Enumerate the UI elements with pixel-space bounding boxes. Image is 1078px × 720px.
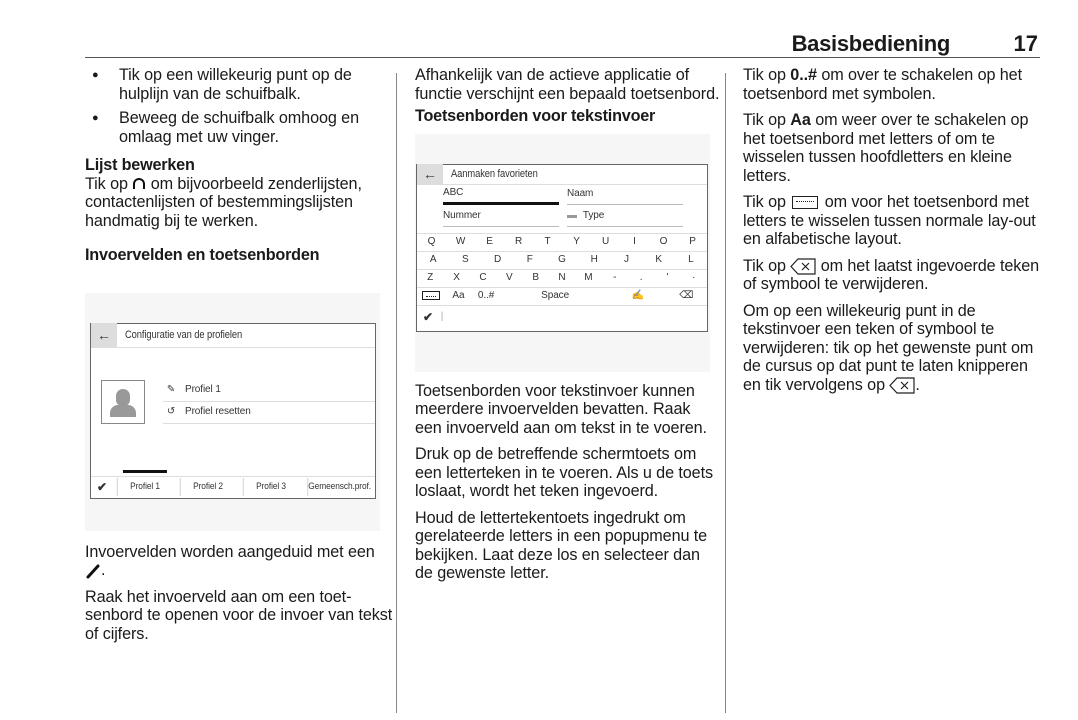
key[interactable]: J xyxy=(623,253,629,265)
handwriting-key[interactable] xyxy=(610,287,665,306)
naam-field[interactable]: Naam xyxy=(567,185,683,205)
symbols-paragraph: Tik op 0..# om over te schakelen op het toetsenbord met symbolen. xyxy=(743,66,1022,103)
heading-invoervelden: Invoervelden en toetsenborden xyxy=(85,246,320,264)
key[interactable]: C xyxy=(479,271,487,283)
screen-title: Configuratie van de profielen xyxy=(125,328,243,341)
screen-title: Aanmaken favorieten xyxy=(451,167,538,180)
layout-paragraph: Tik op om voor het toetsenbord met letters te wisselen tussen normale lay-out en alfabetische layout. xyxy=(743,193,1036,248)
keyboard-row-4 xyxy=(417,287,707,305)
backspace-icon: ⌫ xyxy=(679,289,694,301)
check-icon[interactable]: ✔ xyxy=(423,309,433,324)
confirm-row xyxy=(417,305,707,329)
page-number: 17 xyxy=(1013,31,1038,56)
key[interactable]: · xyxy=(692,271,696,283)
key[interactable]: H xyxy=(590,253,598,265)
page-header xyxy=(85,30,1040,58)
paragraph-3: Houd de lettertekentoets ingedrukt om gerelateerde letters in een popupmenu te bekijken. Laat deze los en selecteer dan de gewenste letter. xyxy=(415,508,708,582)
back-arrow-icon[interactable]: ← xyxy=(91,323,117,347)
keyboard-row-2 xyxy=(417,251,707,269)
key[interactable]: O xyxy=(659,235,668,247)
backspace-paragraph: Tik op om het laatst ingevoerde teken of symbool te verwijderen. xyxy=(743,256,1040,293)
keyboard-row-1 xyxy=(417,233,707,251)
paragraph-1: Toetsenborden voor tekstinvoer kunnen meerdere invoervelden bevatten. Raak een invoerveld aan om tekst in te voeren. xyxy=(415,381,707,437)
intro-paragraph: Afhankelijk van de actieve applicatie of functie verschijnt een bepaald toetsenbord. xyxy=(415,66,720,103)
pencil-icon xyxy=(85,563,101,579)
key[interactable]: M xyxy=(584,271,593,283)
key[interactable]: . xyxy=(639,271,643,283)
key[interactable]: A xyxy=(429,253,437,265)
list-edit-paragraph: Tik op om bijvoorbeeld zenderlijsten, contactenlijsten of bestemmingslijsten handmatig bij te werken. xyxy=(85,174,362,230)
key[interactable]: G xyxy=(558,253,566,265)
tab-profiel-3[interactable]: Profiel 3 xyxy=(243,478,299,497)
key[interactable]: P xyxy=(689,235,696,247)
column-2 xyxy=(415,66,720,591)
keyboard-icon xyxy=(422,291,440,300)
profile-screen xyxy=(90,323,376,499)
heading-lijst-bewerken: Lijst bewerken xyxy=(85,156,195,174)
case-paragraph: Tik op Aa om weer over te schakelen op het toetsenbord met letters of om te wisselen tussen hoofdletters en kleine letters. xyxy=(743,111,1029,185)
key[interactable]: Y xyxy=(573,235,580,247)
key[interactable]: S xyxy=(462,253,469,265)
bullet-item: ● Beweeg de schuifbalk omhoog en omlaag met uw vinger. xyxy=(85,109,395,146)
tab-profiel-2[interactable]: Profiel 2 xyxy=(180,478,236,497)
profile-tabs xyxy=(91,476,375,498)
pencil-icon: ✎ xyxy=(166,383,176,395)
key[interactable]: B xyxy=(532,271,539,283)
column-divider xyxy=(725,73,726,713)
input-fields-paragraph: Invoervelden worden aangeduid met een . xyxy=(85,542,375,579)
tab-profiel-1[interactable]: Profiel 1 xyxy=(117,478,173,497)
profile-name-row[interactable]: ✎ Profiel 1 xyxy=(163,380,375,402)
back-arrow-icon[interactable]: ← xyxy=(417,164,443,184)
type-field[interactable]: ▬ Type xyxy=(567,207,683,227)
column-1 xyxy=(85,66,395,651)
keyboard-icon xyxy=(792,196,818,209)
key[interactable]: N xyxy=(558,271,566,283)
dropdown-icon: ▬ xyxy=(567,209,577,221)
case-key[interactable]: Aa xyxy=(452,289,465,301)
profile-screenshot xyxy=(85,293,380,531)
column-3 xyxy=(743,66,1043,402)
check-icon[interactable]: ✔ xyxy=(97,479,107,494)
key[interactable]: Q xyxy=(427,235,436,247)
keyboard-screen xyxy=(416,164,708,332)
key[interactable]: E xyxy=(486,235,493,247)
heading-toetsenborden: Toetsenborden voor tekstinvoer xyxy=(415,107,656,125)
keyboard-screenshot xyxy=(415,134,710,372)
key[interactable]: - xyxy=(613,271,617,283)
space-key[interactable]: Space xyxy=(541,289,570,301)
abc-field[interactable]: ABC xyxy=(443,185,559,205)
key[interactable]: U xyxy=(601,235,610,247)
layout-toggle-key[interactable] xyxy=(417,287,445,306)
tab-gemeensch-prof[interactable]: Gemeensch.prof. xyxy=(307,478,371,497)
symbols-key-label: 0..# xyxy=(790,66,817,84)
profile-reset-row[interactable]: ↺ Profiel resetten xyxy=(163,402,375,424)
key[interactable]: V xyxy=(505,271,513,283)
avatar[interactable] xyxy=(101,380,145,424)
key[interactable]: R xyxy=(514,235,523,247)
key[interactable]: K xyxy=(655,253,662,265)
backspace-icon xyxy=(790,258,816,275)
key[interactable]: F xyxy=(526,253,533,265)
paragraph-2: Druk op de betreffende schermtoets om een letterteken in te voeren. Als u de toets loslaat, wordt het teken ingevoerd. xyxy=(415,445,713,500)
open-keyboard-paragraph: Raak het invoerveld aan om een toetsenbord te openen voor de invoer van tekst of cijfers. xyxy=(85,587,393,643)
case-key-label: Aa xyxy=(790,111,811,129)
key[interactable]: ' xyxy=(666,271,669,283)
backspace-key[interactable] xyxy=(666,287,707,306)
hand-icon: ✍ xyxy=(631,289,645,301)
key[interactable]: X xyxy=(453,271,460,283)
key[interactable]: D xyxy=(493,253,502,265)
delete-anywhere-paragraph: Om op een willekeurig punt in de tekstinvoer een teken of symbool te verwijderen: tik op het gewenste punt om de cursus op dat punt te laten knipperen en tik vervolgens op . xyxy=(743,301,1034,394)
refresh-arc-icon xyxy=(132,177,146,191)
backspace-icon xyxy=(889,377,915,394)
key[interactable]: W xyxy=(455,235,466,247)
section-title: Basisbediening xyxy=(791,31,950,56)
keyboard-row-3 xyxy=(417,269,707,287)
key[interactable]: L xyxy=(688,253,694,265)
column-divider xyxy=(396,73,397,713)
symbols-key[interactable]: 0..# xyxy=(477,289,495,301)
key[interactable]: T xyxy=(544,235,551,247)
key[interactable]: I xyxy=(633,235,636,247)
bullet-item: ● Tik op een willekeurig punt op de hulplijn van de schuifbalk. xyxy=(85,66,395,103)
key[interactable]: Z xyxy=(427,271,434,283)
text-cursor: | xyxy=(440,310,444,322)
nummer-field[interactable]: Nummer xyxy=(443,207,559,227)
reset-icon: ↺ xyxy=(166,405,176,417)
